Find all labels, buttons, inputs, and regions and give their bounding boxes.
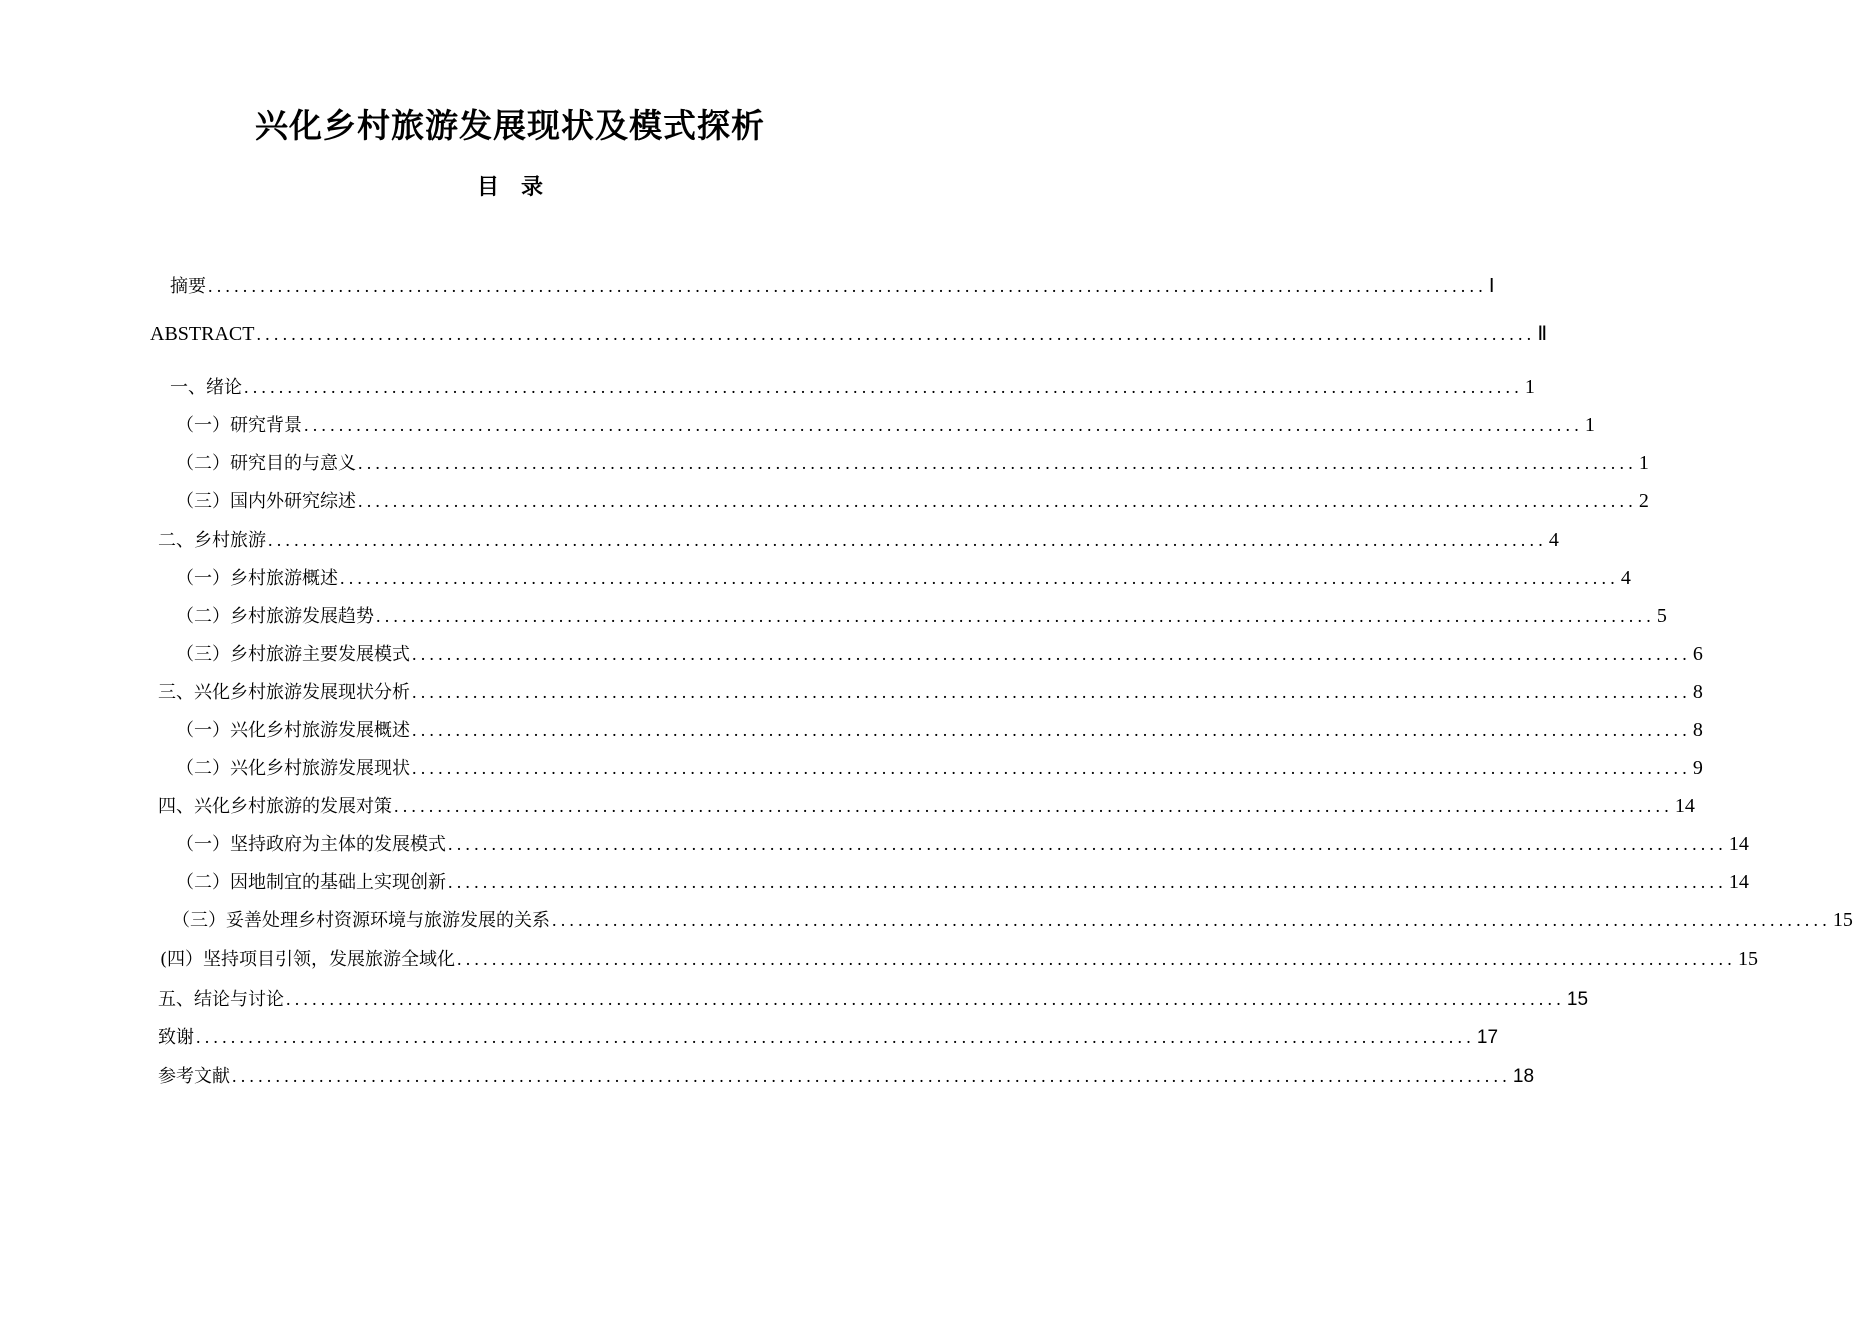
toc-entry-page: Ⅰ: [1488, 276, 1495, 297]
toc-entry-label: (四）坚持项目引领，发展旅游全域化: [160, 949, 456, 970]
toc-dot-leader: ...................................................................................................................................................: [358, 491, 1637, 511]
toc-dot-leader: ...................................................................................................................................................: [412, 720, 1691, 740]
toc-entry-label: （一）坚持政府为主体的发展模式: [176, 834, 446, 855]
toc-entry-section[interactable]: [176, 449, 1649, 479]
toc-dot-leader: ...................................................................................................................................................: [244, 377, 1523, 397]
toc-dot-leader: ...................................................................................................................................................: [376, 606, 1655, 626]
toc-entry-label: （二）乡村旅游发展趋势: [176, 606, 374, 627]
toc-entry-label: （二）因地制宜的基础上实现创新: [176, 872, 446, 893]
toc-entry-label: （三）国内外研究综述: [176, 491, 356, 512]
toc-entry-label: （一）乡村旅游概述: [176, 568, 338, 589]
toc-entry-label: ABSTRACT: [150, 323, 255, 345]
toc-heading: [0, 170, 950, 201]
toc-entry-page: 1: [1584, 414, 1595, 436]
toc-entry-page: 18: [1512, 1066, 1535, 1087]
toc-entry-page: Ⅱ: [1537, 323, 1548, 345]
toc-dot-leader: ...................................................................................................................................................: [457, 949, 1736, 969]
toc-entry-chapter-3[interactable]: [158, 678, 1703, 708]
toc-entry-page: 15: [1566, 989, 1589, 1010]
toc-entry-label: （一）兴化乡村旅游发展概述: [176, 720, 410, 741]
toc-entry-abstract-cn[interactable]: [170, 272, 1495, 302]
toc-entry-abstract-en[interactable]: [150, 321, 1548, 351]
toc-dot-leader: ...................................................................................................................................................: [304, 415, 1583, 435]
toc-entry-page: 9: [1692, 757, 1703, 779]
toc-heading-char: 目: [476, 175, 499, 200]
toc-entry-chapter-4[interactable]: [158, 792, 1695, 822]
toc-entry-section[interactable]: [176, 640, 1703, 670]
toc-dot-leader: ...................................................................................................................................................: [256, 324, 1536, 344]
toc-entry-label: 三、兴化乡村旅游发展现状分析: [158, 682, 410, 703]
toc-dot-leader: ...................................................................................................................................................: [412, 682, 1691, 702]
toc-entry-chapter-2[interactable]: [158, 526, 1559, 556]
toc-dot-leader: ...................................................................................................................................................: [196, 1027, 1475, 1047]
toc-entry-label: （二）兴化乡村旅游发展现状: [176, 758, 410, 779]
toc-entry-chapter-1[interactable]: [170, 373, 1535, 403]
toc-entry-section[interactable]: [176, 602, 1667, 632]
toc-heading-char: 录: [521, 175, 544, 200]
toc-entry-label: （三）妥善处理乡村资源环境与旅游发展的关系: [172, 910, 550, 931]
toc-entry-section[interactable]: [176, 411, 1595, 441]
toc-entry-page: 4: [1548, 529, 1559, 551]
toc-entry-page: 6: [1692, 643, 1703, 665]
toc-entry-page: 1: [1524, 376, 1535, 398]
toc-entry-page: 8: [1692, 719, 1703, 741]
toc-entry-page: 14: [1674, 795, 1695, 817]
toc-entry-page: 17: [1476, 1027, 1499, 1048]
toc-entry-page: 4: [1620, 567, 1631, 589]
toc-entry-label: 摘要: [170, 276, 206, 297]
toc-entry-section[interactable]: [176, 716, 1703, 746]
toc-entry-section[interactable]: [176, 487, 1649, 517]
toc-entry-references[interactable]: [158, 1062, 1535, 1092]
toc-entry-label: 致谢: [158, 1027, 194, 1048]
toc-entry-label: （二）研究目的与意义: [176, 453, 356, 474]
toc-entry-section[interactable]: [176, 830, 1749, 860]
toc-entry-section[interactable]: [176, 564, 1631, 594]
toc-entry-page: 15: [1737, 948, 1758, 970]
toc-dot-leader: ...................................................................................................................................................: [552, 910, 1831, 930]
toc-entry-conclusion[interactable]: [158, 985, 1589, 1015]
toc-entry-label: 二、乡村旅游: [158, 530, 266, 551]
toc-entry-page: 15: [1832, 909, 1853, 931]
toc-entry-page: 1: [1638, 452, 1649, 474]
toc-entry-section[interactable]: [160, 945, 1758, 975]
toc-dot-leader: ...................................................................................................................................................: [394, 796, 1673, 816]
toc-dot-leader: ...................................................................................................................................................: [358, 453, 1637, 473]
toc-dot-leader: ...................................................................................................................................................: [232, 1066, 1511, 1086]
toc-entry-label: 五、结论与讨论: [158, 989, 284, 1010]
toc-dot-leader: ...................................................................................................................................................: [286, 989, 1565, 1009]
toc-entry-page: 5: [1656, 605, 1667, 627]
toc-entry-label: （一）研究背景: [176, 415, 302, 436]
toc-dot-leader: ...................................................................................................................................................: [448, 834, 1727, 854]
toc-entry-page: 14: [1728, 871, 1749, 893]
toc-entry-page: 8: [1692, 681, 1703, 703]
toc-dot-leader: ...................................................................................................................................................: [448, 872, 1727, 892]
toc-entry-section[interactable]: [176, 754, 1703, 784]
document-title: 兴化乡村旅游发展现状及模式探析: [255, 106, 765, 145]
toc-entry-label: 一、绪论: [170, 377, 242, 398]
toc-dot-leader: ...................................................................................................................................................: [208, 276, 1487, 296]
toc-entry-section[interactable]: [176, 868, 1749, 898]
toc-dot-leader: ...................................................................................................................................................: [268, 530, 1547, 550]
toc-entry-acknowledgements[interactable]: [158, 1023, 1499, 1053]
toc-dot-leader: ...................................................................................................................................................: [340, 568, 1619, 588]
toc-dot-leader: ...................................................................................................................................................: [412, 758, 1691, 778]
toc-entry-page: 2: [1638, 490, 1649, 512]
toc-entry-label: 四、兴化乡村旅游的发展对策: [158, 796, 392, 817]
toc-dot-leader: ...................................................................................................................................................: [412, 644, 1691, 664]
toc-entry-section[interactable]: [172, 906, 1853, 936]
toc-entry-label: 参考文献: [158, 1066, 230, 1087]
toc-entry-label: （三）乡村旅游主要发展模式: [176, 644, 410, 665]
toc-entry-page: 14: [1728, 833, 1749, 855]
